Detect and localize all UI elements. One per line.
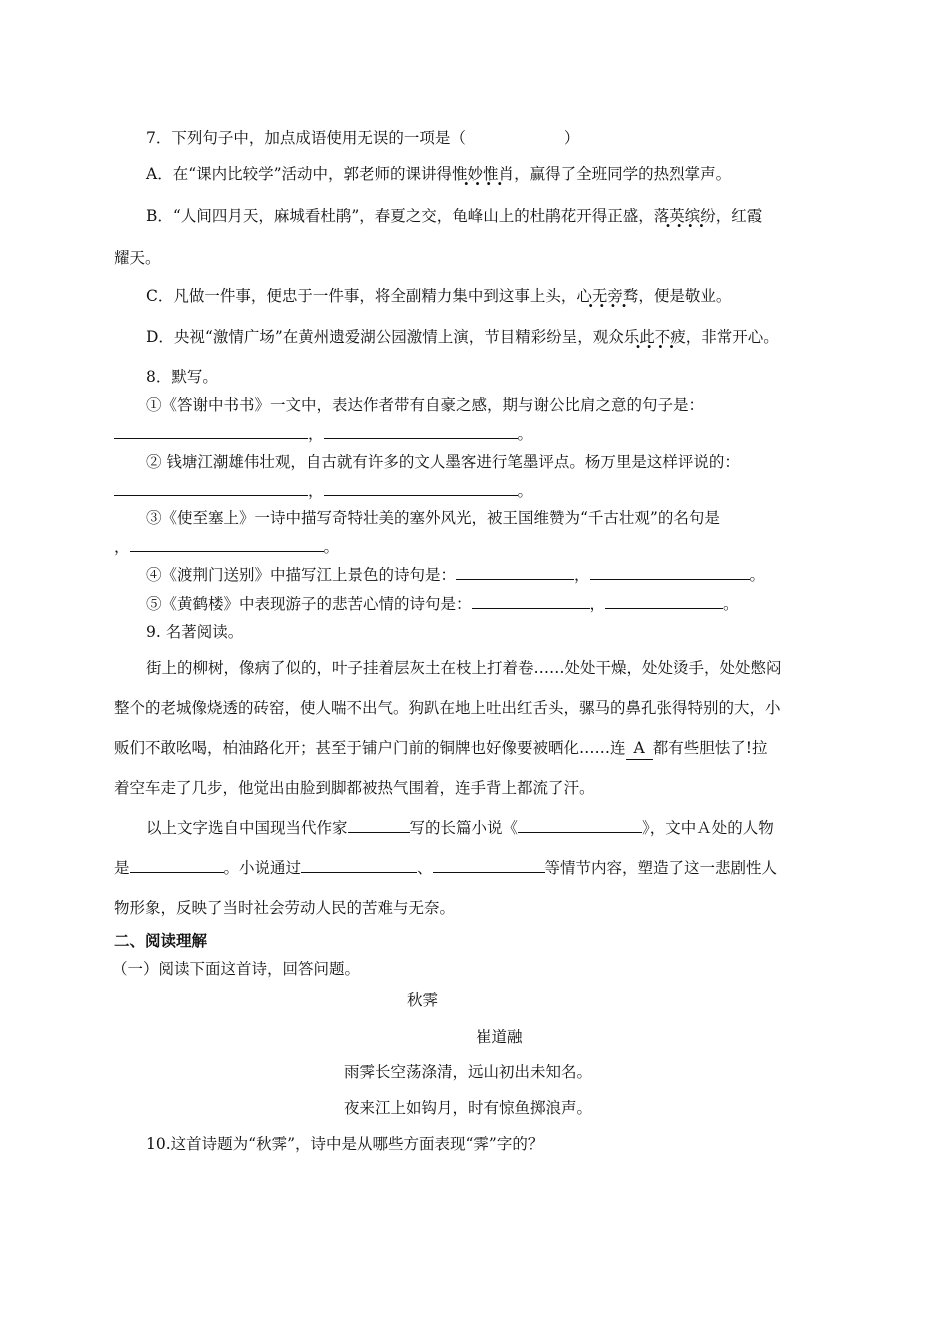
q7-option-d: D．央视“激情广场”在黄州遗爱湖公园激情上演，节目精彩纷呈，观众乐此不疲 · ·，非常开心。 — [146, 326, 779, 348]
q10-stem: 10.这首诗题为“秋霁”，诗中是从哪些方面表现“霁”字的？ — [146, 1135, 544, 1153]
answer-blank[interactable] — [114, 422, 308, 439]
section-subheading: （一）阅读下面这首诗，回答问题。 — [112, 960, 361, 978]
blank-mark-a: A — [626, 737, 653, 760]
q8-item-2-blanks: ， 。 — [114, 479, 533, 502]
answer-blank[interactable] — [433, 856, 545, 873]
q7-c-idiom: 心无旁骛 · · — [576, 285, 638, 307]
q9-question-line-2: 是 。小说通过 、 等情节内容，塑造了这一悲剧性人 — [114, 856, 777, 879]
q7-d-idiom: 乐此不疲 · · — [624, 326, 686, 348]
q7-b-idiom: 落英缤纷 · · — [654, 205, 716, 227]
answer-blank[interactable] — [130, 535, 324, 552]
answer-blank[interactable] — [301, 856, 417, 873]
q7-option-b: B．“人间四月天，麻城看杜鹃”，春夏之交，龟峰山上的杜鹃花开得正盛，落英缤纷 · ·，红霞 — [146, 205, 762, 227]
poem-line-2: 夜来江上如钩月，时有惊鱼掷浪声。 — [344, 1099, 593, 1117]
q7-option-b-cont: 耀天。 — [114, 249, 161, 267]
q8-item-3: ③《使至塞上》一诗中描写奇特壮美的塞外风光，被王国维赞为“千古壮观”的名句是 — [146, 509, 720, 527]
poem-line-1: 雨霁长空荡涤清，远山初出未知名。 — [344, 1063, 593, 1081]
answer-blank[interactable] — [518, 816, 642, 833]
q8-item-1: ①《答谢中书书》一文中，表达作者带有自豪之感，期与谢公比肩之意的句子是： — [146, 396, 705, 414]
answer-blank[interactable] — [348, 816, 410, 833]
q9-title: 9. 名著阅读。 — [146, 623, 244, 641]
q8-item-3-blanks: ， 。 — [114, 535, 339, 558]
q9-passage-line-1: 街上的柳树，像病了似的，叶子挂着层灰土在枝上打着卷……处处干燥，处处烫手，处处憋闷 — [146, 659, 782, 677]
q7-a-idiom: 惟妙惟肖 · · — [452, 163, 514, 185]
answer-blank[interactable] — [324, 479, 518, 496]
poem-author: 崔道融 — [476, 1028, 523, 1046]
answer-blank[interactable] — [472, 592, 590, 609]
q9-passage-line-4: 着空车走了几步，他觉出由脸到脚都被热气围着，连手背上都流了汗。 — [114, 779, 595, 797]
section-heading: 二、阅读理解 — [114, 931, 208, 950]
q8-title: 8．默写。 — [146, 368, 218, 386]
q9-passage-line-2: 整个的老城像烧透的砖窑，使人喘不出气。狗趴在地上吐出红舌头，骡马的鼻孔张得特别的大，小 — [114, 699, 781, 717]
answer-blank[interactable] — [456, 563, 574, 580]
poem-title: 秋霁 — [407, 991, 439, 1009]
answer-blank[interactable] — [605, 592, 723, 609]
q7-stem: 7．下列句子中，加点成语使用无误的一项是（ ） — [146, 129, 580, 147]
answer-blank[interactable] — [130, 856, 224, 873]
q9-passage-line-3: 贩们不敢吆喝，柏油路化开；甚至于铺户门前的铜牌也好像要被晒化……连 A 都有些胆怯了!拉 — [114, 737, 767, 760]
q8-item-4: ④《渡荆门送别》中描写江上景色的诗句是： ， 。 — [146, 563, 765, 586]
answer-blank[interactable] — [590, 563, 750, 580]
q9-question-line-3: 物形象，反映了当时社会劳动人民的苦难与无奈。 — [114, 899, 456, 917]
q7-option-a: A．在“课内比较学”活动中，郭老师的课讲得惟妙惟肖 · ·，赢得了全班同学的热烈掌声。 — [146, 163, 731, 185]
q7-option-c: C．凡做一件事，便忠于一件事，将全副精力集中到这事上头，心无旁骛 · ·，便是敬业。 — [146, 285, 731, 307]
q8-item-2: ② 钱塘江潮雄伟壮观，自古就有许多的文人墨客进行笔墨评点。杨万里是这样评说的： — [146, 453, 740, 471]
q8-item-1-blanks: ， 。 — [114, 422, 533, 445]
q8-item-5: ⑤《黄鹤楼》中表现游子的悲苦心情的诗句是： ， 。 — [146, 592, 739, 615]
q9-question-line-1: 以上文字选自中国现当代作家 写的长篇小说《 》，文中Ａ处的人物 — [146, 816, 774, 839]
answer-blank[interactable] — [324, 422, 518, 439]
answer-blank[interactable] — [114, 479, 308, 496]
